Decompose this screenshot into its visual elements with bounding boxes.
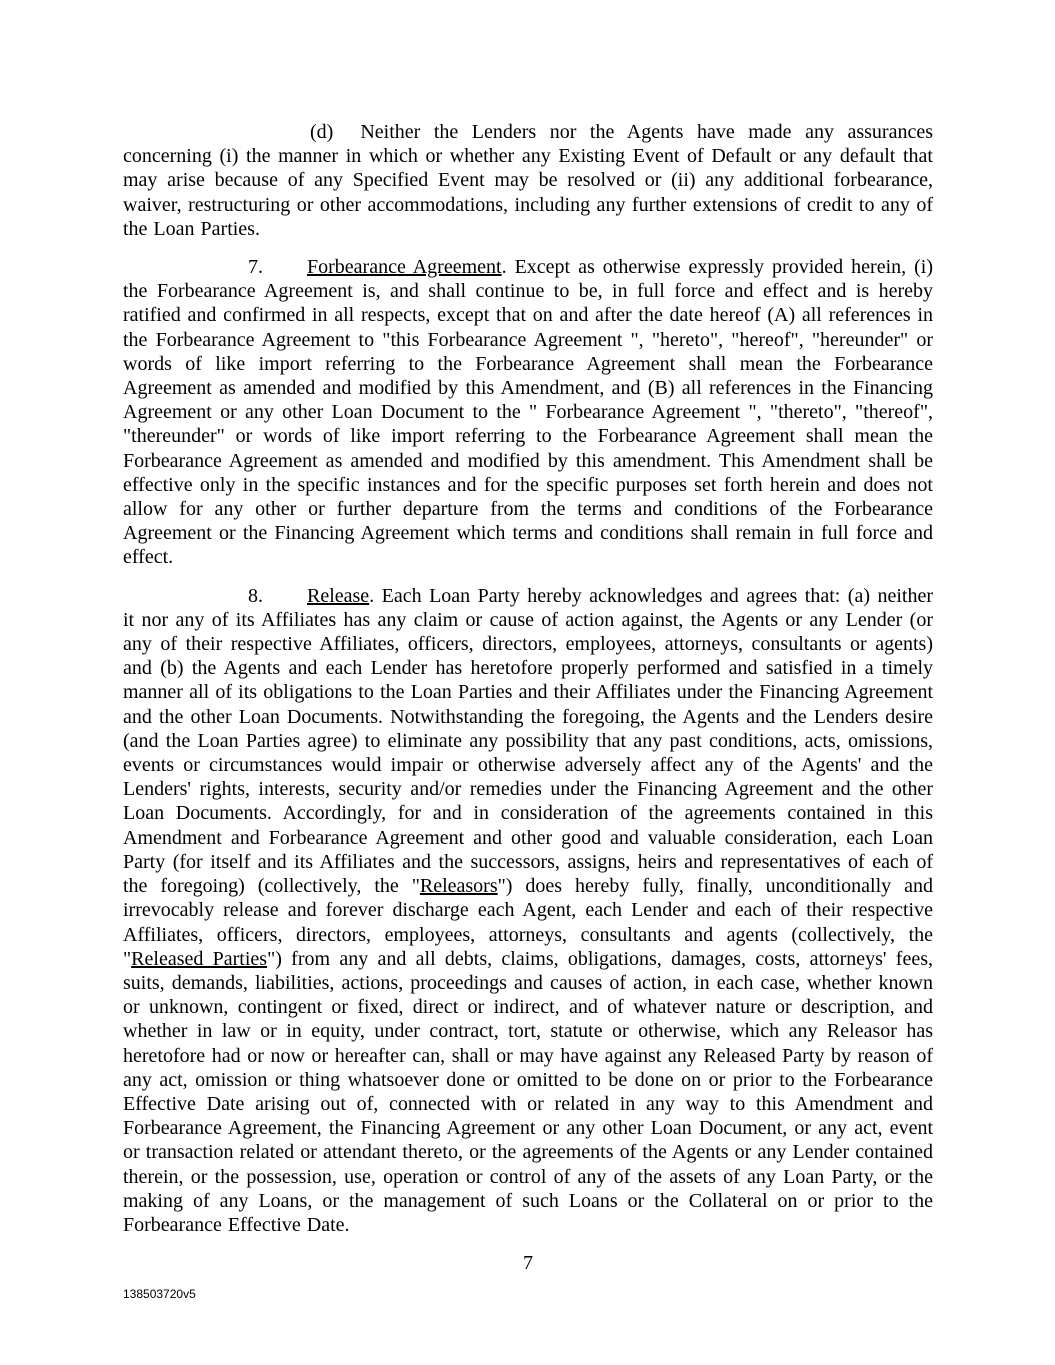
paragraph-d bbox=[123, 120, 933, 241]
paragraph-d-label: (d) bbox=[310, 121, 334, 143]
paragraph-8-text-3: ") from any and all debts, claims, obligations, damages, costs, attorneys' fees, suits, demands, liabilities, actions, proceedings and causes of action, in each case, whether known or unknown, contingent or fixed, direct or indirect, and of whatever nature or description, and whether in law or in equity, under contract, tort, statute or otherwise, which any Releasor has heretofore had or now or hereafter can, shall or may have against any Released Party by reason of any act, omission or thing whatsoever done or omitted to be done on or prior to the Forbearance Effective Date arising out of, connected with or related in any way to this Amendment and Forbearance Agreement, the Financing Agreement or any other Loan Document, or any act, event or transaction related or attendant thereto, or the agreements of the Agents or any Lender contained therein, or the possession, use, operation or control of any of the assets of any Loan Party, or the making of any Loans, or the management of such Loans or the Collateral on or prior to the Forbearance Effective Date. bbox=[123, 947, 933, 1236]
paragraph-7-number: 7. bbox=[248, 256, 263, 279]
paragraph-8-heading: Release bbox=[307, 584, 370, 607]
paragraph-8-number: 8. bbox=[248, 584, 263, 607]
paragraph-8-text-1: . Each Loan Party hereby acknowledges and agrees that: (a) neither it nor any of its Affiliates has any claim or cause of action against, the Agents or any Lender (or any of their respective Affiliates, officers, directors, employees, attorneys, consultants or agents) and (b) the Agents and each Lender has heretofore properly performed and satisfied in a timely manner all of its obligations to the Loan Parties and their Affiliates under the Financing Agreement and the other Loan Documents. Notwithstanding the foregoing, the Agents and the Lenders desire (and the Loan Parties agree) to eliminate any possibility that any past conditions, acts, omissions, events or circumstances would impair or otherwise adversely affect any of the Agents' and the Lenders' rights, interests, security and/or remedies under the Financing Agreement and the other Loan Documents. Accordingly, for and in consideration of the agreements contained in this Amendment and Forbearance Agreement and other good and valuable consideration, each Loan Party (for itself and its Affiliates and the successors, assigns, heirs and representatives of each of the foregoing) (collectively, the " bbox=[123, 584, 933, 898]
paragraph-7-heading: Forbearance Agreement bbox=[307, 256, 502, 279]
paragraph-d-text: Neither the Lenders nor the Agents have made any assurances concerning (i) the manner in which or whether any Existing Event of Default or any default that may arise because of any Specified Event may be resolved or (ii) any additional forbearance, waiver, restructuring or other accommodations, including any further extensions of credit to any of the Loan Parties. bbox=[123, 121, 933, 240]
defined-term-released-parties: Released Parties bbox=[131, 947, 268, 970]
footer-stamp: 138503720v5 bbox=[123, 1287, 196, 1301]
paragraph-7 bbox=[123, 255, 933, 570]
defined-term-releasors: Releasors bbox=[419, 875, 498, 898]
page-number: 7 bbox=[523, 1252, 533, 1275]
paragraph-8 bbox=[123, 584, 933, 1237]
paragraph-7-text: . Except as otherwise expressly provided herein, (i) the Forbearance Agreement is, and shall continue to be, in full force and effect and is hereby ratified and confirmed in all respects, except that on and after the date hereof (A) all references in the Forbearance Agreement to "this Forbearance Agreement ", "hereto", "hereof", "hereunder" or words of like import referring to the Forbearance Agreement shall mean the Forbearance Agreement as amended and modified by this Amendment, and (B) all references in the Financing Agreement or any other Loan Document to the " Forbearance Agreement ", "thereto", "thereof", "thereunder" or words of like import referring to the Forbearance Agreement shall mean the Forbearance Agreement as amended and modified by this amendment. This Amendment shall be effective only in the specific instances and for the specific purposes set forth herein and does not allow for any other or further departure from the terms and conditions of the Forbearance Agreement or the Financing Agreement which terms and conditions shall remain in full force and effect. bbox=[123, 256, 933, 569]
paragraph-8-text-2: ") does hereby fully, finally, unconditionally and irrevocably release and forever discharge each Agent, each Lender and each of their respective Affiliates, officers, directors, employees, attorneys, consultants and agents (collectively, the " bbox=[123, 875, 933, 970]
